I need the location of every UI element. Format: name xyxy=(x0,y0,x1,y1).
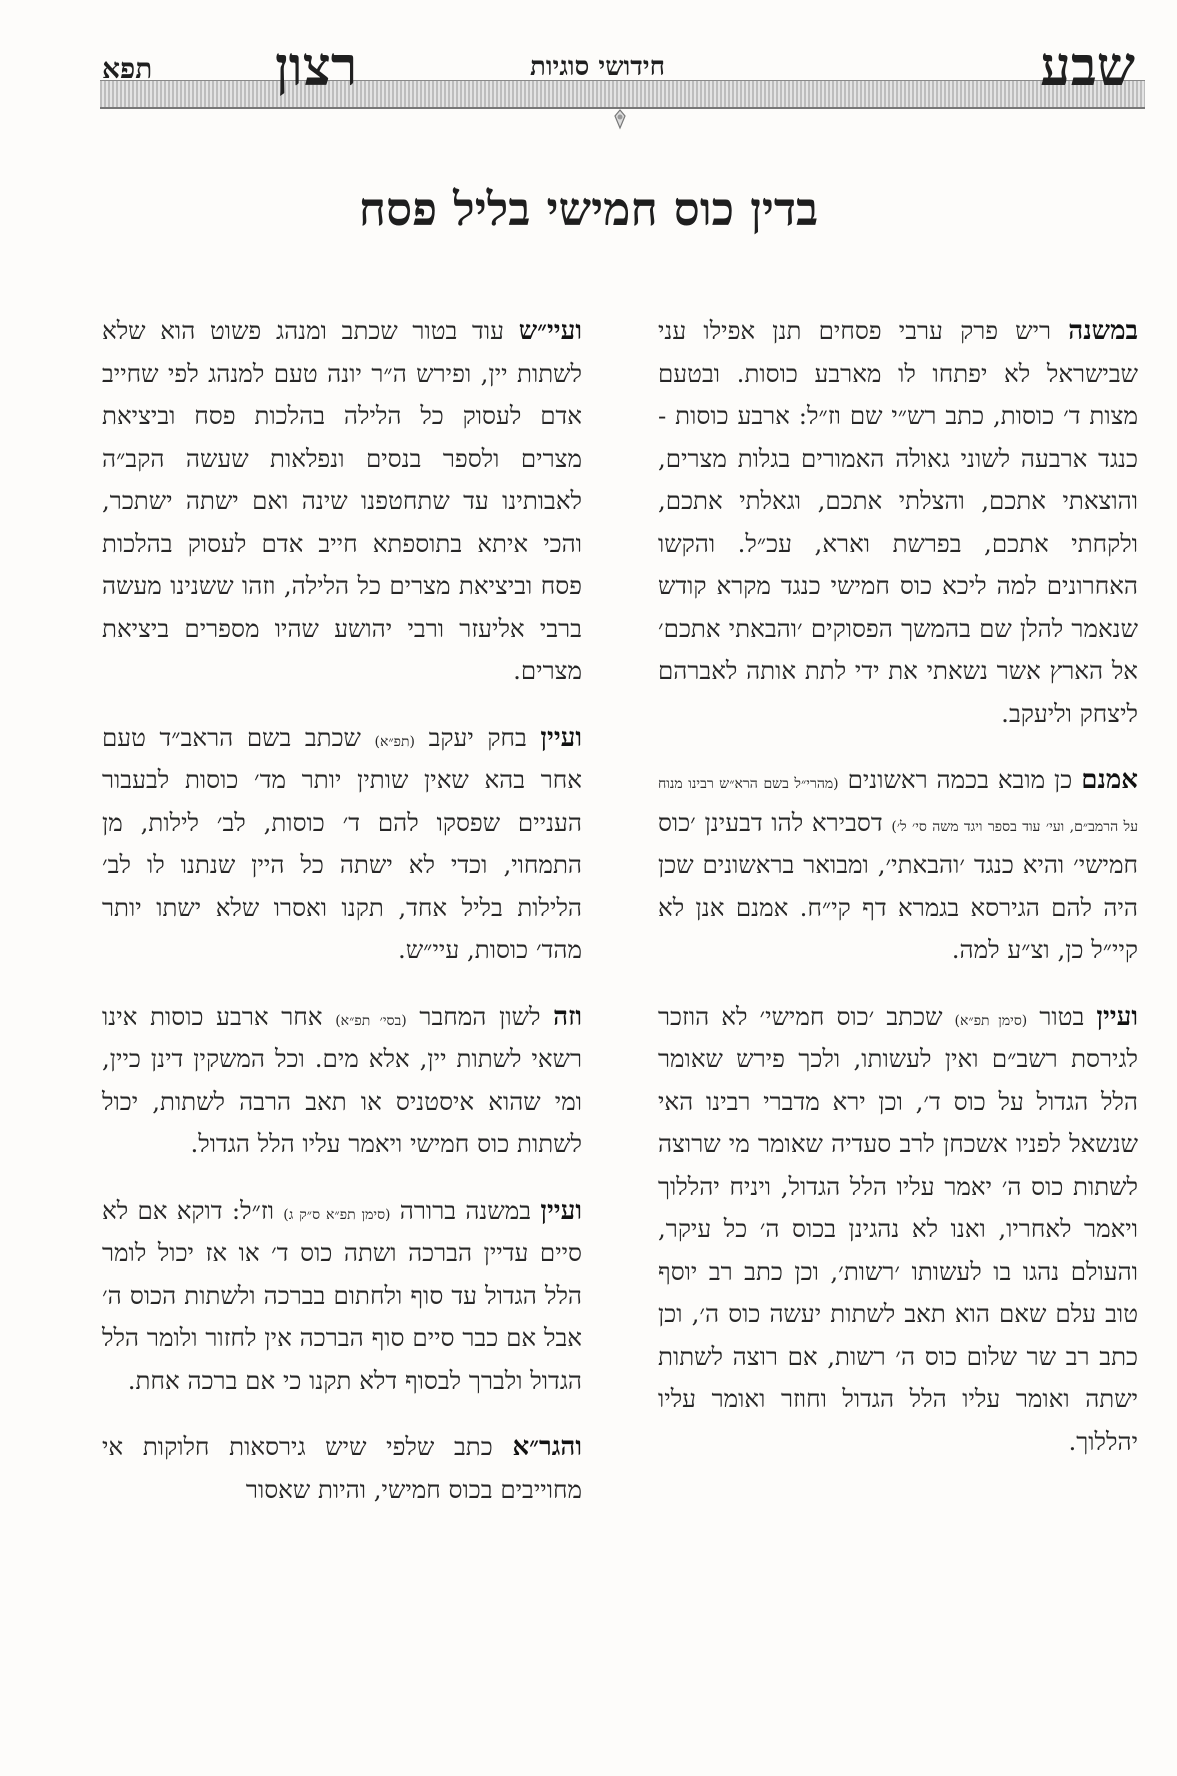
source-note: (סימן תפ״א) xyxy=(954,1012,1028,1029)
paragraph-text: שכתב ׳כוס חמישי׳ לא הוזכר לגירסת רשב״ם ואין לעשותו, ולכך פירש שאומר הלל הגדול על כוס ד׳, וכן ירא מדברי רבינו האי שנשאל לפניו אשכחן לרב סעדיה שאומר מי שרוצה לשתות כוס ה׳ יאמר עליו הלל הגדול, ויניח יהללוך ויאמר לאחריו, ואנו לא נהגינן בכוס ה׳ כל עיקר, והעולם נהגו בו לעשותו ׳רשות׳, וכן כתב רב יוסף טוב עלם שאם הוא תאב לשתות יעשה כוס ה׳, וכן כתב רב שר שלום כוס ה׳ רשות, אם רוצה לשתות ישתה ואומר עליו הלל הגדול וחוזר ואומר עליו יהללוך. xyxy=(658,1001,1138,1456)
paragraph-text: שכתב בשם הראב״ד טעם אחר בהא שאין שותין יותר מד׳ כוסות לבעבור העניים שפסקו להם ד׳ כוסות, לב׳ לילות, מן התמחוי, וכדי לא ישתה כל היין שנתנו לו לב׳ הלילות בליל אחד, תקנו ואסרו שלא ישתו יותר מהד׳ כוסות, עיי״ש. xyxy=(102,722,582,964)
paragraph-text: בחק יעקב xyxy=(428,722,527,752)
paragraph xyxy=(102,717,582,972)
ornament-icon xyxy=(609,108,631,130)
paragraph xyxy=(102,1426,582,1511)
source-note: (תפ״א) xyxy=(374,733,416,750)
paragraph-text: כתב שלפי שיש גירסאות חלוקות אי מחוייבים בכוס חמישי, והיות שאסור xyxy=(102,1432,582,1504)
paragraph-text: וז״ל: דוקא אם לא סיים עדיין הברכה ושתה כוס ד׳ או אז יכול לומר הלל הגדול עד סוף ולחתום בברכה ולשתות הכוס ה׳ אבל אם כבר סיים סוף הברכה אין לחזור ולומר הלל הגדול ולברך לבסוף דלא תקנו כי אם ברכה אחת. xyxy=(102,1195,582,1395)
running-header xyxy=(100,22,1145,112)
paragraph-text: אחר ארבע כוסות אינו רשאי לשתות יין, אלא מים. וכל המשקין דינן כיין, ומי שהוא איסטניס או תאב הרבה לשתות, יכול לשתות כוס חמישי ויאמר עליו הלל הגדול. xyxy=(102,1001,582,1158)
lead-word: ועיין xyxy=(540,1195,582,1226)
lead-word: ועיין xyxy=(1096,1001,1138,1032)
source-note: (מהרי״ל בשם הרא״ש רבינו מנוח על הרמב״ם, ועי׳ עוד בספר ויגד משה סי׳ ל׳) xyxy=(658,776,1138,835)
paragraph xyxy=(658,759,1138,972)
paragraph-text: עוד בטור שכתב ומנהג פשוט הוא שלא לשתות יין, ופירש ה״ר יונה טעם למנהג לפי שחייב אדם לעסוק כל הלילה בהלכות פסח וביציאת מצרים ולספר בנסים ונפלאות שעשה הקב״ה לאבותינו עד שתחטפנו שינה ואם ישתה ישתכר, והכי איתא בתוספתא חייב אדם לעסוק בהלכות פסח וביציאת מצרים כל הלילה, וזהו ששנינו מעשה ברבי אליעזר ורבי יהושע שהיו מספרים ביציאת מצרים. xyxy=(102,316,582,685)
paragraph xyxy=(102,1190,582,1403)
paragraph xyxy=(658,310,1138,735)
header-word-right: שבע xyxy=(1040,34,1135,98)
right-column xyxy=(658,310,1138,1487)
lead-word: ועיין xyxy=(540,722,583,753)
lead-word: אמנם xyxy=(1081,765,1138,795)
paragraph-text: לשון המחבר xyxy=(419,1001,541,1031)
lead-word: והגר״א xyxy=(512,1432,582,1462)
paragraph-text: במשנה ברורה xyxy=(399,1195,532,1225)
section-title: בדין כוס חמישי בליל פסח xyxy=(358,182,819,236)
page-number: תפא xyxy=(102,52,153,85)
source-note: (סימן תפ״א ס״ק ג) xyxy=(283,1206,391,1223)
paragraph-text: דסבירא להו דבעינן ׳כוס חמישי׳ והיא כנגד ׳והבאתי׳, ומבואר בראשונים שכן היה להם הגירסא בגמרא דף קי״ח. אמנם אנן לא קיי״ל כן, וצ״ע למה. xyxy=(658,807,1138,964)
left-column xyxy=(102,310,582,1535)
paragraph xyxy=(658,996,1138,1464)
paragraph-text: בטור xyxy=(1039,1001,1085,1031)
header-band xyxy=(100,80,1145,109)
source-note: (בסי׳ תפ״א) xyxy=(335,1012,407,1029)
header-word-center: רצון xyxy=(275,34,358,98)
paragraph-text: כן מובא בכמה ראשונים xyxy=(847,765,1073,794)
header-subtitle: חידושי סוגיות xyxy=(530,52,665,82)
paragraph xyxy=(102,996,582,1166)
paragraph xyxy=(102,310,582,693)
lead-word: ועיי״ש xyxy=(518,316,582,346)
paragraph-text: ריש פרק ערבי פסחים תנן אפילו עני שבישראל לא יפתחו לו מארבע כוסות. ובטעם מצות ד׳ כוסות, כתב רש״י שם וז״ל: ארבע כוסות - כנגד ארבעה לשוני גאולה האמורים בגלות מצרים, והוצאתי אתכם, והצלתי אתכם, וגאלתי אתכם, ולקחתי אתכם, בפרשת וארא, עכ״ל. והקשו האחרונים למה ליכא כוס חמישי כנגד מקרא קודש שנאמר להלן שם בהמשך הפסוקים ׳והבאתי אתכם׳ אל הארץ אשר נשאתי את ידי לתת אותה לאברהם ליצחק וליעקב. xyxy=(658,316,1138,728)
lead-word: וזה xyxy=(553,1001,582,1032)
lead-word: במשנה xyxy=(1068,316,1139,346)
